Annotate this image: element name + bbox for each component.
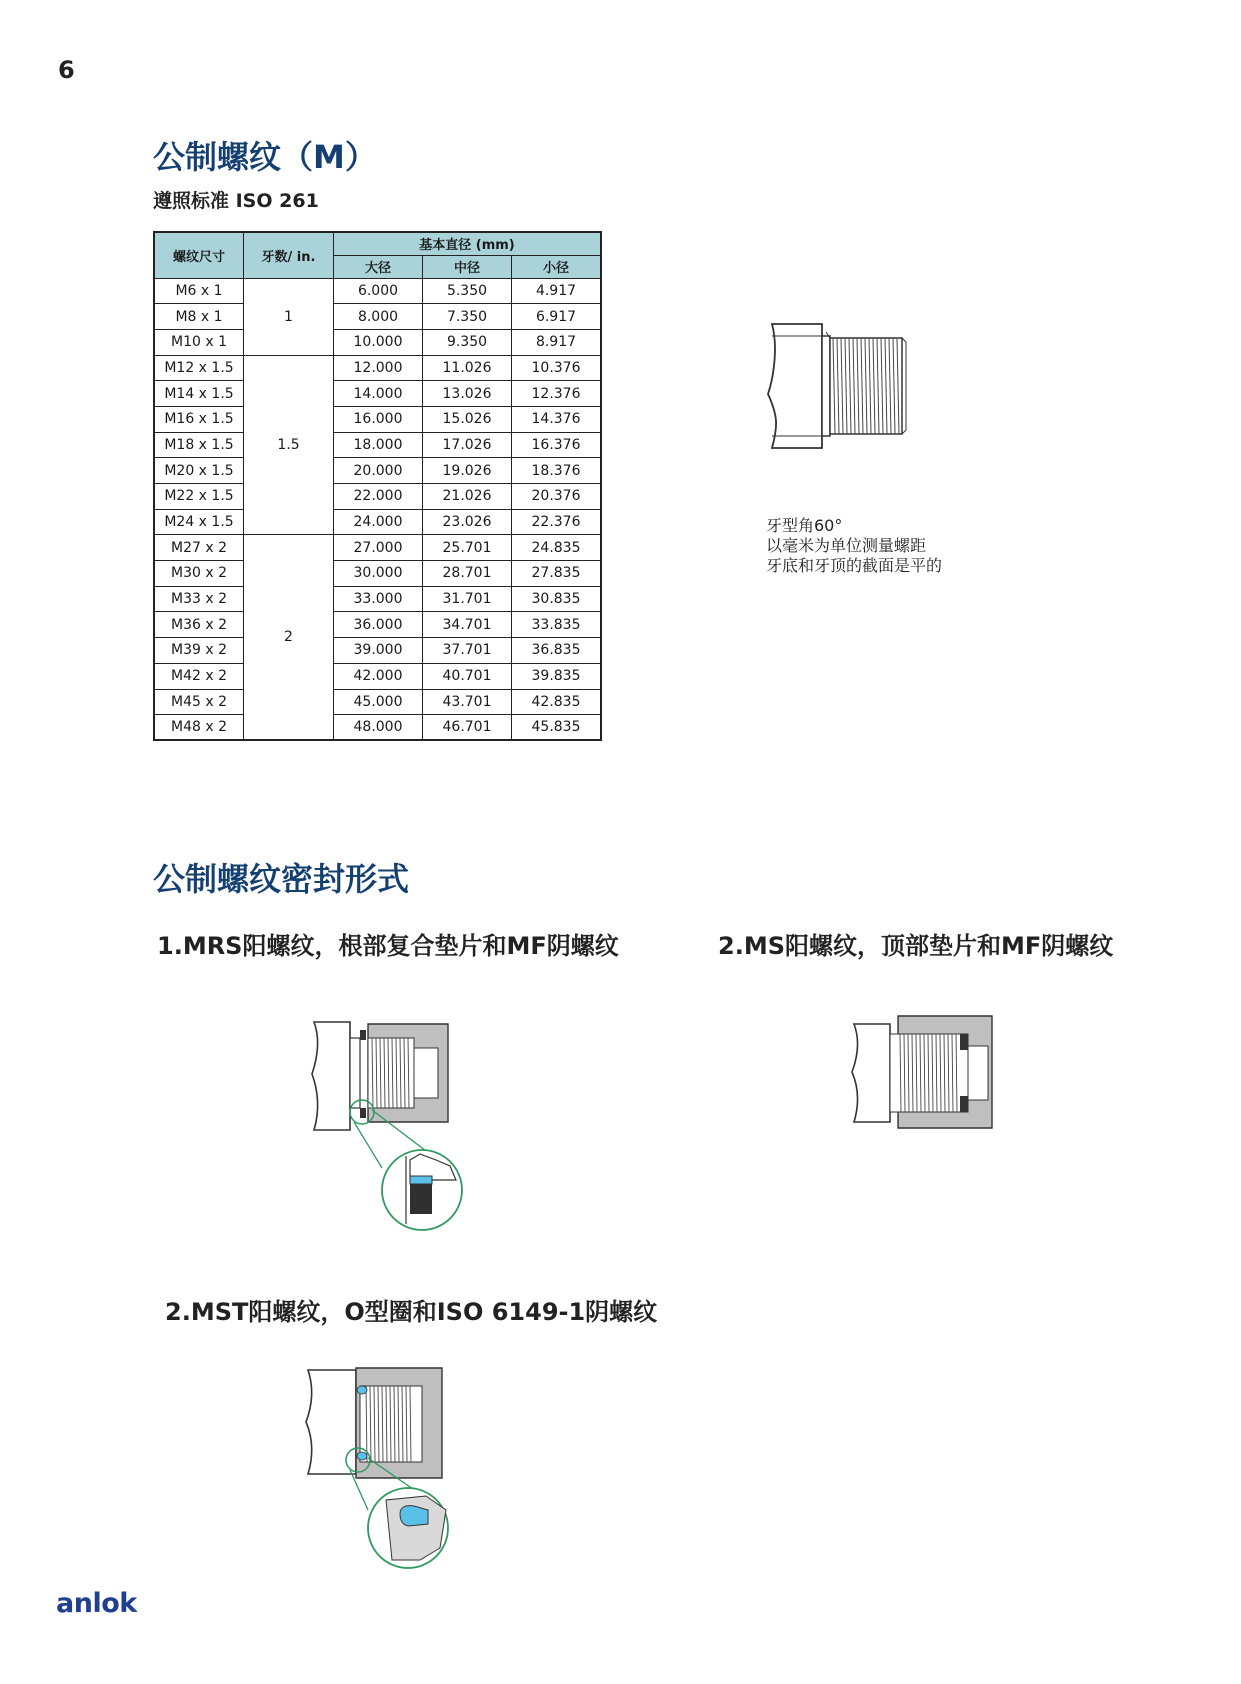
cell-size: M48 x 2 xyxy=(154,715,244,741)
thread-spec-table xyxy=(153,231,602,741)
cell-minor: 22.376 xyxy=(512,509,602,535)
cell-major: 27.000 xyxy=(334,535,423,561)
cell-minor: 33.835 xyxy=(512,612,602,638)
cell-size: M20 x 1.5 xyxy=(154,458,244,484)
cell-pitch: 43.701 xyxy=(423,689,512,715)
cell-major: 36.000 xyxy=(334,612,423,638)
cell-major: 42.000 xyxy=(334,663,423,689)
cell-pitch: 13.026 xyxy=(423,381,512,407)
cell-size: M45 x 2 xyxy=(154,689,244,715)
cell-tpi: 1.5 xyxy=(244,355,334,535)
cell-pitch: 25.701 xyxy=(423,535,512,561)
table-row xyxy=(154,612,601,638)
header-size: 螺纹尺寸 xyxy=(154,232,244,278)
cell-pitch: 17.026 xyxy=(423,432,512,458)
table-row xyxy=(154,355,601,381)
cell-size: M22 x 1.5 xyxy=(154,484,244,510)
header-pitch: 中径 xyxy=(423,255,512,278)
cell-minor: 6.917 xyxy=(512,304,602,330)
cell-major: 48.000 xyxy=(334,715,423,741)
table-row xyxy=(154,663,601,689)
cell-size: M18 x 1.5 xyxy=(154,432,244,458)
cell-pitch: 34.701 xyxy=(423,612,512,638)
table-row xyxy=(154,458,601,484)
cell-pitch: 40.701 xyxy=(423,663,512,689)
cell-pitch: 19.026 xyxy=(423,458,512,484)
cell-pitch: 31.701 xyxy=(423,586,512,612)
cell-minor: 24.835 xyxy=(512,535,602,561)
cell-major: 8.000 xyxy=(334,304,423,330)
cell-size: M12 x 1.5 xyxy=(154,355,244,381)
cell-pitch: 11.026 xyxy=(423,355,512,381)
cell-size: M42 x 2 xyxy=(154,663,244,689)
mrs-seal-illustration xyxy=(310,1010,480,1236)
male-thread-fitting-illustration xyxy=(760,316,910,456)
cell-major: 45.000 xyxy=(334,689,423,715)
header-major: 大径 xyxy=(334,255,423,278)
table-row xyxy=(154,304,601,330)
cell-minor: 18.376 xyxy=(512,458,602,484)
table-row xyxy=(154,278,601,304)
cell-size: M33 x 2 xyxy=(154,586,244,612)
page-number: 6 xyxy=(58,56,75,84)
cell-size: M6 x 1 xyxy=(154,278,244,304)
cell-tpi: 1 xyxy=(244,278,334,355)
ms-seal-illustration xyxy=(850,1010,1000,1138)
cell-pitch: 15.026 xyxy=(423,406,512,432)
page-title: 公制螺纹（M） xyxy=(153,138,377,176)
table-row xyxy=(154,689,601,715)
cell-major: 33.000 xyxy=(334,586,423,612)
table-row xyxy=(154,381,601,407)
cell-size: M8 x 1 xyxy=(154,304,244,330)
seal-type-2-heading: 2.MS阳螺纹，顶部垫片和MF阴螺纹 xyxy=(718,932,1114,960)
cell-pitch: 46.701 xyxy=(423,715,512,741)
cell-major: 10.000 xyxy=(334,329,423,355)
cell-major: 30.000 xyxy=(334,561,423,587)
cell-major: 6.000 xyxy=(334,278,423,304)
note-pitch-unit: 以毫米为单位测量螺距 xyxy=(766,536,927,555)
mst-oring-illustration xyxy=(300,1360,470,1570)
brand-logo: anlok xyxy=(56,1588,137,1619)
cell-major: 39.000 xyxy=(334,638,423,664)
table-row xyxy=(154,432,601,458)
cell-pitch: 23.026 xyxy=(423,509,512,535)
note-flat-profile: 牙底和牙顶的截面是平的 xyxy=(766,556,943,575)
cell-minor: 45.835 xyxy=(512,715,602,741)
cell-pitch: 5.350 xyxy=(423,278,512,304)
cell-size: M27 x 2 xyxy=(154,535,244,561)
table-row xyxy=(154,406,601,432)
cell-size: M24 x 1.5 xyxy=(154,509,244,535)
header-basic-diameter: 基本直径 (mm) xyxy=(334,232,602,255)
table-row xyxy=(154,715,601,741)
cell-size: M30 x 2 xyxy=(154,561,244,587)
thread-notes xyxy=(766,516,942,576)
cell-pitch: 7.350 xyxy=(423,304,512,330)
cell-pitch: 37.701 xyxy=(423,638,512,664)
cell-minor: 14.376 xyxy=(512,406,602,432)
cell-minor: 12.376 xyxy=(512,381,602,407)
cell-size: M36 x 2 xyxy=(154,612,244,638)
cell-minor: 30.835 xyxy=(512,586,602,612)
seal-type-1-heading: 1.MRS阳螺纹，根部复合垫片和MF阴螺纹 xyxy=(157,932,619,960)
table-row xyxy=(154,509,601,535)
cell-major: 18.000 xyxy=(334,432,423,458)
cell-minor: 8.917 xyxy=(512,329,602,355)
cell-minor: 36.835 xyxy=(512,638,602,664)
table-row xyxy=(154,535,601,561)
cell-major: 12.000 xyxy=(334,355,423,381)
cell-major: 20.000 xyxy=(334,458,423,484)
table-body xyxy=(154,278,601,740)
section-title: 公制螺纹密封形式 xyxy=(153,860,410,898)
cell-pitch: 21.026 xyxy=(423,484,512,510)
table-row xyxy=(154,586,601,612)
cell-minor: 4.917 xyxy=(512,278,602,304)
cell-major: 24.000 xyxy=(334,509,423,535)
table-row xyxy=(154,329,601,355)
table-row xyxy=(154,638,601,664)
cell-minor: 39.835 xyxy=(512,663,602,689)
table-row xyxy=(154,484,601,510)
cell-major: 16.000 xyxy=(334,406,423,432)
cell-major: 22.000 xyxy=(334,484,423,510)
cell-minor: 27.835 xyxy=(512,561,602,587)
cell-minor: 16.376 xyxy=(512,432,602,458)
cell-size: M16 x 1.5 xyxy=(154,406,244,432)
seal-type-3-heading: 2.MST阳螺纹，O型圈和ISO 6149-1阴螺纹 xyxy=(165,1298,658,1326)
cell-major: 14.000 xyxy=(334,381,423,407)
page-subtitle: 遵照标准 ISO 261 xyxy=(153,190,319,212)
cell-pitch: 28.701 xyxy=(423,561,512,587)
cell-pitch: 9.350 xyxy=(423,329,512,355)
header-minor: 小径 xyxy=(512,255,602,278)
cell-size: M14 x 1.5 xyxy=(154,381,244,407)
cell-minor: 10.376 xyxy=(512,355,602,381)
table-row xyxy=(154,561,601,587)
header-tpi: 牙数/ in. xyxy=(244,232,334,278)
cell-size: M39 x 2 xyxy=(154,638,244,664)
cell-minor: 20.376 xyxy=(512,484,602,510)
note-thread-angle: 牙型角60° xyxy=(766,516,843,535)
cell-minor: 42.835 xyxy=(512,689,602,715)
cell-size: M10 x 1 xyxy=(154,329,244,355)
cell-tpi: 2 xyxy=(244,535,334,741)
